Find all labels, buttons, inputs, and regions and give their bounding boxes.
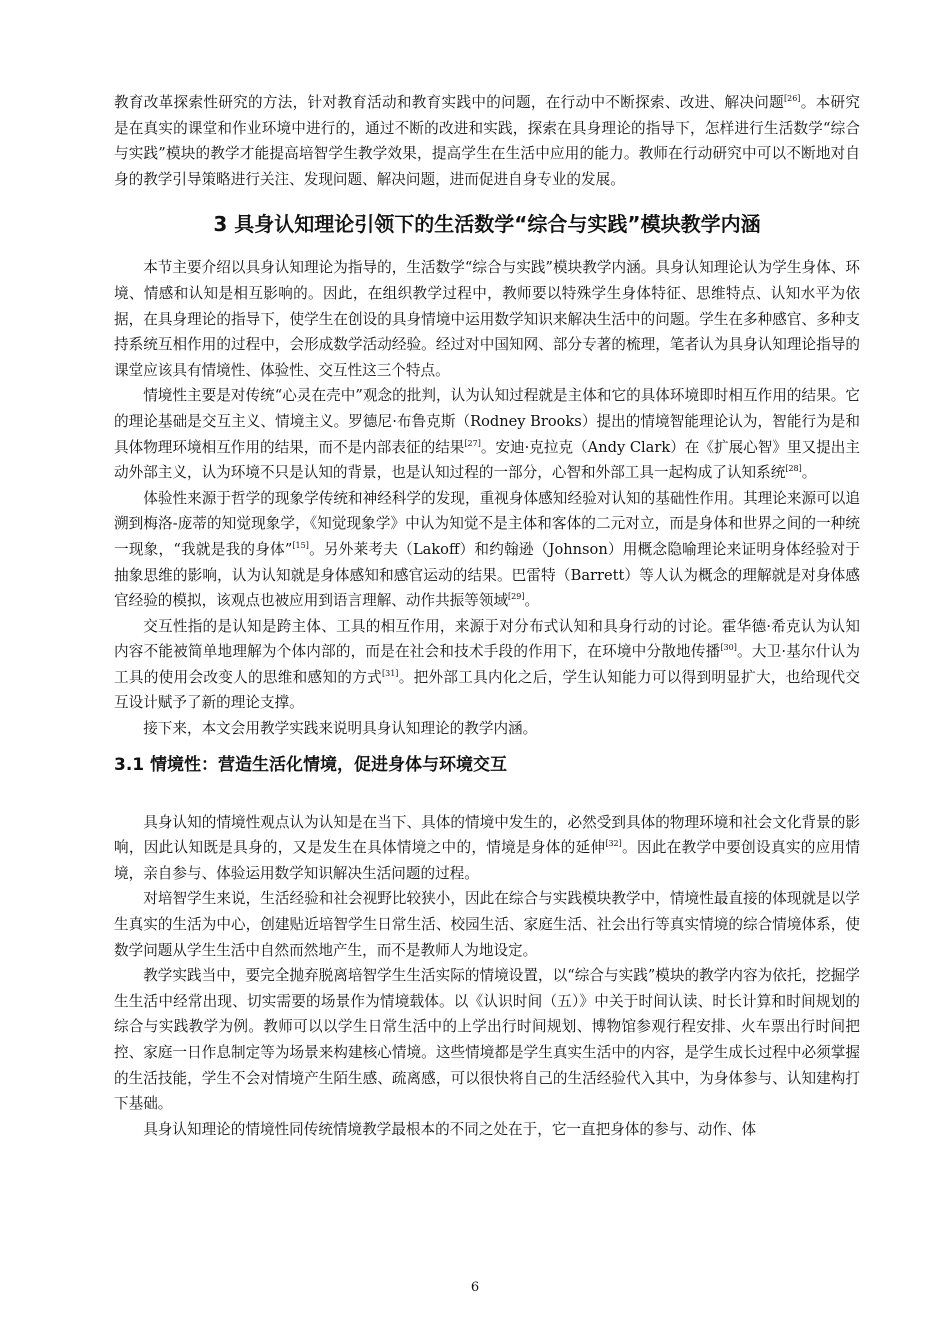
text-run: 。大卫·基尔什认为工具的使用会改变人的思维和感知的方式 — [114, 643, 860, 686]
text-run: 。 — [524, 592, 540, 610]
body-paragraph — [114, 614, 860, 716]
text-run: 交互性指的是认知是跨主体、工具的相互作用，来源于对分布式认知和具身行动的讨论。霍华德·希克认为认知内容不能被简单地理解为个体内部的，而是在社会和技术手段的作用下，在环境中分散地传播 — [114, 617, 860, 661]
body-paragraph: 对培智学生来说，生活经验和社会视野比较狭小，因此在综合与实践模块教学中，情境性最直接的体现就是以学生真实的生活为中心，创建贴近培智学生日常生活、校园生活、家庭生活、社会出行等真实情境的综合情境体系，使数学问题从学生生活中自然而然地产生，而不是教师人为地设定。 — [114, 890, 860, 959]
section-heading: 3 具身认知理论引领下的生活数学“综合与实践”模块教学内涵 — [213, 212, 761, 237]
page-number: 6 — [470, 1280, 480, 1295]
body-paragraph: 具身认知理论的情境性同传统情境教学最根本的不同之处在于，它一直把身体的参与、动作、体 — [143, 1120, 757, 1138]
body-paragraph — [114, 486, 860, 614]
citation: [15] — [292, 540, 309, 550]
text-run: 情境性主要是对传统“心灵在壳中”观念的批判，认为认知过程就是主体和它的具体环境即时相互作用的结果。它的理论基础是交互主义、情境主义。罗德尼·布鲁克斯（Rodney Brooks）提出的情境智能理论认为，智能行为是和具体物理环境相互作用的结果，而不是内部表征的结果 — [114, 387, 860, 456]
text-run: 。安迪·克拉克（Andy Clark）在《扩展心智》里又提出主动外部主义，认为环境不只是认知的背景，也是认知过程的一部分，心智和外部工具一起构成了认知系统 — [114, 438, 860, 482]
text-run: 体验性来源于哲学的现象学传统和神经科学的发现，重视身体感知经验对认知的基础性作用。其理论来源可以追溯到梅洛-庞蒂的知觉现象学，《知觉现象学》中认为知觉不是主体和客体的二元对立，而是身体和世界之间的一种统一现象，“我就是我的身体” — [114, 489, 860, 558]
text-run: 。本研究是在真实的课堂和作业环境中进行的，通过不断的改进和实践，探索在具身理论的指导下，怎样进行生活数学“综合与实践”模块的教学才能提高培智学生教学效果，提高学生在生活中应用的能力。教师在行动研究中可以不断地对自身的教学引导策略进行关注、发现问题、解决问题，进而促进自身专业的发展。 — [114, 94, 860, 188]
text-run: 。 — [801, 464, 817, 482]
citation: [28] — [785, 464, 802, 474]
body-paragraph: 接下来，本文会用教学实践来说明具身认知理论的教学内涵。 — [143, 720, 538, 738]
body-paragraph — [114, 810, 860, 887]
citation: [29] — [508, 592, 525, 602]
citation: [31] — [382, 668, 399, 678]
citation: [32] — [605, 839, 622, 849]
page-body — [114, 90, 860, 1142]
citation: [26] — [784, 94, 801, 103]
citation: [30] — [720, 643, 737, 653]
text-run: 。因此在教学中要创设真实的应用情境，亲自参与、体验运用数学知识解决生活问题的过程。 — [114, 839, 860, 882]
body-paragraph — [114, 383, 860, 485]
subsection-heading: 3.1 情境性：营造生活化情境，促进身体与环境交互 — [114, 754, 508, 775]
text-run: 具身认知的情境性观点认为认知是在当下、具体的情境中发生的，必然受到具体的物理环境和社会文化背景的影响，因此认知既是具身的，又是发生在具体情境之中的，情境是身体的延伸 — [114, 813, 860, 857]
body-paragraph: 本节主要介绍以具身认知理论为指导的，生活数学“综合与实践”模块教学内涵。具身认知理论认为学生身体、环境、情感和认知是相互影响的。因此，在组织教学过程中，教师要以特殊学生身体特征、思维特点、认知水平为依据，在具身理论的指导下，使学生在创设的具身情境中运用数学知识来解决生活中的问题。学生在多种感官、多种支持系统互相作用的过程中，会形成数学活动经验。经过对中国知网、部分专著的梳理，笔者认为具身认知理论指导的课堂应该具有情境性、体验性、交互性这三个特点。 — [114, 259, 860, 379]
citation: [27] — [464, 438, 481, 448]
text-run: 教育改革探索性研究的方法，针对教育活动和教育实践中的问题，在行动中不断探索、改进、解决问题 — [114, 94, 784, 111]
body-paragraph: 教学实践当中，要完全抛弃脱离培智学生生活实际的情境设置，以“综合与实践”模块的教学内容为依托，挖掘学生生活中经常出现、切实需要的场景作为情境载体。以《认识时间（五）》中关于时间认读、时长计算和时间规划的综合与实践教学为例。教师可以以学生日常生活中的上学出行时间规划、博物馆参观行程安排、火车票出行时间把控、家庭一日作息制定等为场景来构建核心情境。这些情境都是学生真实生活中的内容，是学生成长过程中必须掌握的生活技能，学生不会对情境产生陌生感、疏离感，可以很快将自己的生活经验代入其中，为身体参与、认知建构打下基础。 — [114, 967, 860, 1113]
intro-paragraph — [114, 90, 860, 192]
text-run: 。另外莱考夫（Lakoff）和约翰逊（Johnson）用概念隐喻理论来证明身体经验对于抽象思维的影响，认为认知就是身体感知和感官运动的结果。巴雷特（Barrett）等人认为概念的理解就是对身体感官经验的模拟，该观点也被应用到语言理解、动作共振等领域 — [114, 540, 860, 610]
text-run: 。把外部工具内化之后，学生认知能力可以得到明显扩大，也给现代交互设计赋予了新的理论支撑。 — [114, 668, 860, 712]
